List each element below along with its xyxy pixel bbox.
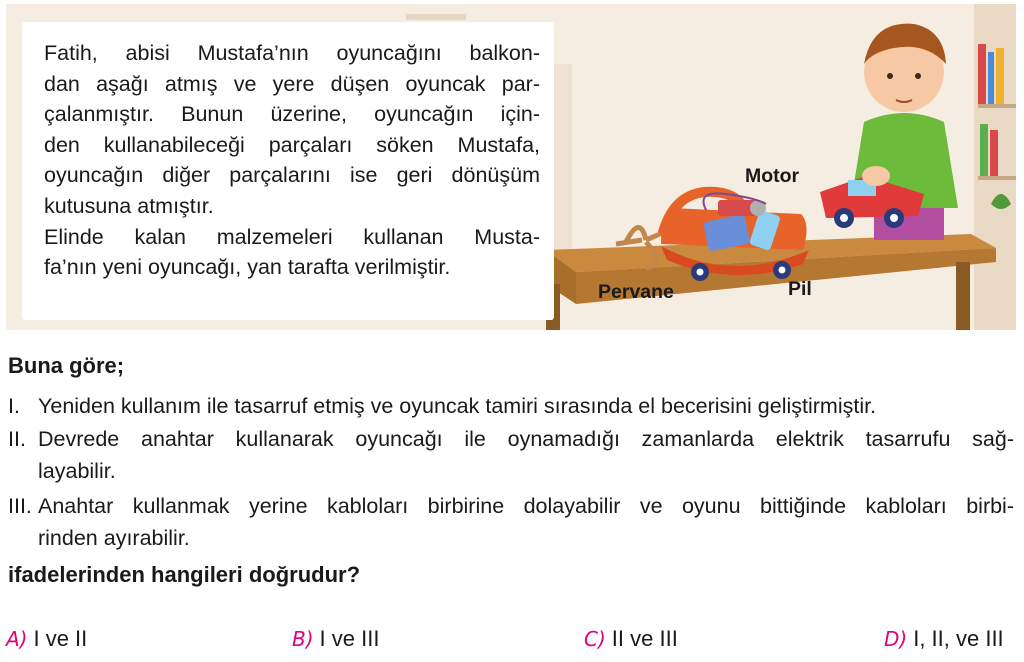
option-c[interactable] <box>584 626 678 652</box>
option-b[interactable] <box>292 626 379 652</box>
statement-text: Devrede anahtar kullanarak oyuncağı ile oynamadığı zamanlarda elektrik tasarrufu sağ- <box>38 427 1014 451</box>
question-tail: ifadelerinden hangileri doğrudur? <box>8 562 361 587</box>
label-motor: Motor <box>745 165 800 187</box>
story-line: fa’nın yeni oyuncağı, yan tarafta verilmiştir. <box>44 255 451 280</box>
statement-number: II. <box>8 427 26 451</box>
story-line: oyuncağın diğer parçalarını ise geri dönüşüm <box>44 163 540 188</box>
statement-number: I. <box>8 394 20 418</box>
story-box <box>22 22 554 320</box>
option-key: C) <box>584 627 606 651</box>
label-pil: Pil <box>788 278 812 300</box>
statement-1 <box>8 390 1014 422</box>
statement-text: rinden ayırabilir. <box>38 526 190 550</box>
bookshelf <box>974 4 1016 330</box>
illustration-panel <box>6 4 1016 330</box>
option-text: I, II, ve III <box>913 626 1004 651</box>
option-key: A) <box>6 627 28 651</box>
statement-3 <box>8 490 1014 554</box>
story-line: Elinde kalan malzemeleri kullanan Musta- <box>44 224 540 249</box>
story-line: dan aşağı atmış ve yere düşen oyuncak par- <box>44 71 540 96</box>
statement-text: Yeniden kullanım ile tasarruf etmiş ve oyuncak tamiri sırasında el becerisini geliştirmiştir. <box>38 394 877 418</box>
statement-2 <box>8 423 1014 487</box>
label-pervane: Pervane <box>598 281 674 303</box>
story-line: Fatih, abisi Mustafa’nın oyuncağını balkon- <box>44 41 540 65</box>
statement-number: III. <box>8 494 32 518</box>
story-line: çalanmıştır. Bunun üzerine, oyuncağın için- <box>44 102 540 127</box>
option-a[interactable] <box>6 626 87 652</box>
option-d[interactable] <box>884 626 1004 652</box>
statement-text: layabilir. <box>38 459 116 483</box>
question-lead: Buna göre; <box>8 353 125 378</box>
story-line: kutusuna atmıştır. <box>44 194 214 218</box>
story-line: den kullanabileceği parçaları söken Mustafa, <box>44 132 540 157</box>
option-key: D) <box>884 627 908 651</box>
option-text: II ve III <box>611 626 678 651</box>
statement-text: Anahtar kullanmak yerine kabloları birbirine dolayabilir ve oyunu bittiğinde kabloları birbi- <box>38 494 1014 518</box>
option-text: I ve III <box>319 626 380 651</box>
option-text: I ve II <box>33 626 88 651</box>
option-key: B) <box>292 627 314 651</box>
